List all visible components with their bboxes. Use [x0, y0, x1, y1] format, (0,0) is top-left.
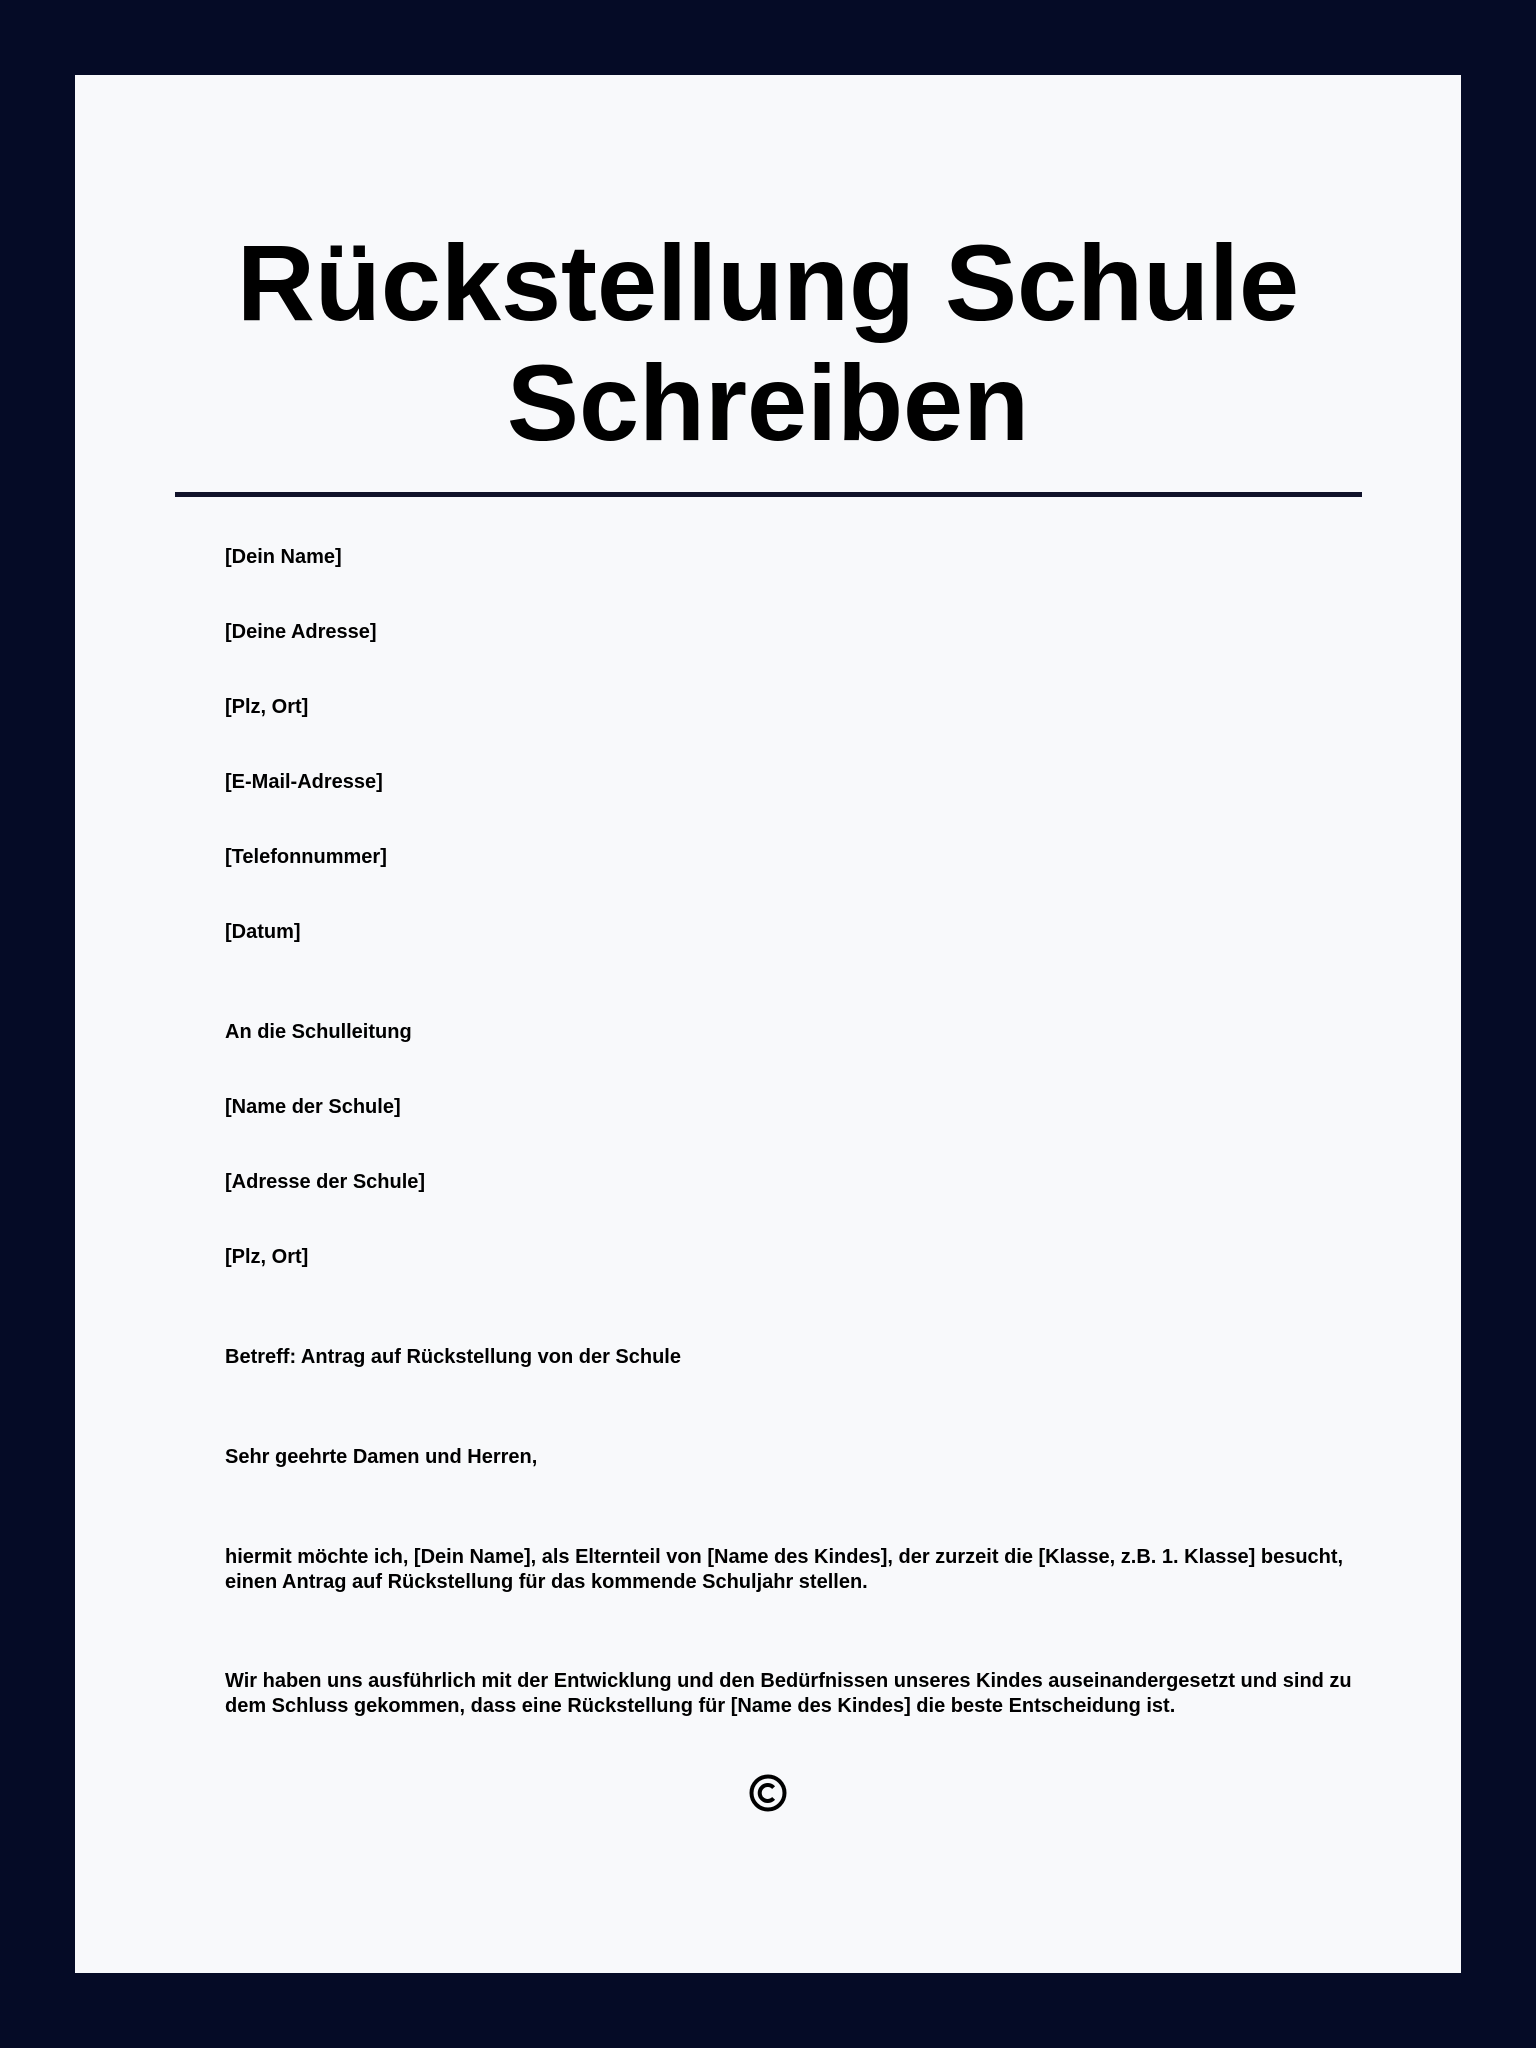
recipient-school-address: [Adresse der Schule]	[225, 1171, 426, 1193]
document-title-line-2: Schreiben	[506, 342, 1030, 463]
sender-address: [Deine Adresse]	[225, 621, 377, 643]
copyright-icon	[75, 1773, 1461, 1818]
title-divider	[175, 492, 1362, 497]
letter-salutation: Sehr geehrte Damen und Herren,	[225, 1446, 538, 1468]
recipient-city: [Plz, Ort]	[225, 1246, 309, 1268]
document-title-line-1: Rückstellung Schule	[236, 222, 1300, 343]
sender-city: [Plz, Ort]	[225, 696, 309, 718]
letter-paragraph: Wir haben uns ausführlich mit der Entwicklung und den Bedürfnissen unseres Kindes auseinandergesetzt und sind zu dem Schluss gekommen, dass eine Rückstellung für [Name des Kindes] die beste Entscheidung ist.	[225, 1670, 1352, 1717]
sender-name: [Dein Name]	[225, 546, 342, 568]
sender-email: [E-Mail-Adresse]	[225, 771, 383, 793]
document-title	[75, 223, 1461, 463]
recipient-line: An die Schulleitung	[225, 1021, 412, 1043]
letter-subject: Betreff: Antrag auf Rückstellung von der Schule	[225, 1346, 681, 1368]
letter-paragraph: hiermit möchte ich, [Dein Name], als Elternteil von [Name des Kindes], der zurzeit die [Klasse, z.B. 1. Klasse] besucht, einen Antrag auf Rückstellung für das kommende Schuljahr stellen.	[225, 1546, 1344, 1593]
recipient-school-name: [Name der Schule]	[225, 1096, 401, 1118]
sender-phone: [Telefonnummer]	[225, 846, 387, 868]
document-page	[75, 75, 1461, 1973]
letter-date: [Datum]	[225, 921, 301, 943]
